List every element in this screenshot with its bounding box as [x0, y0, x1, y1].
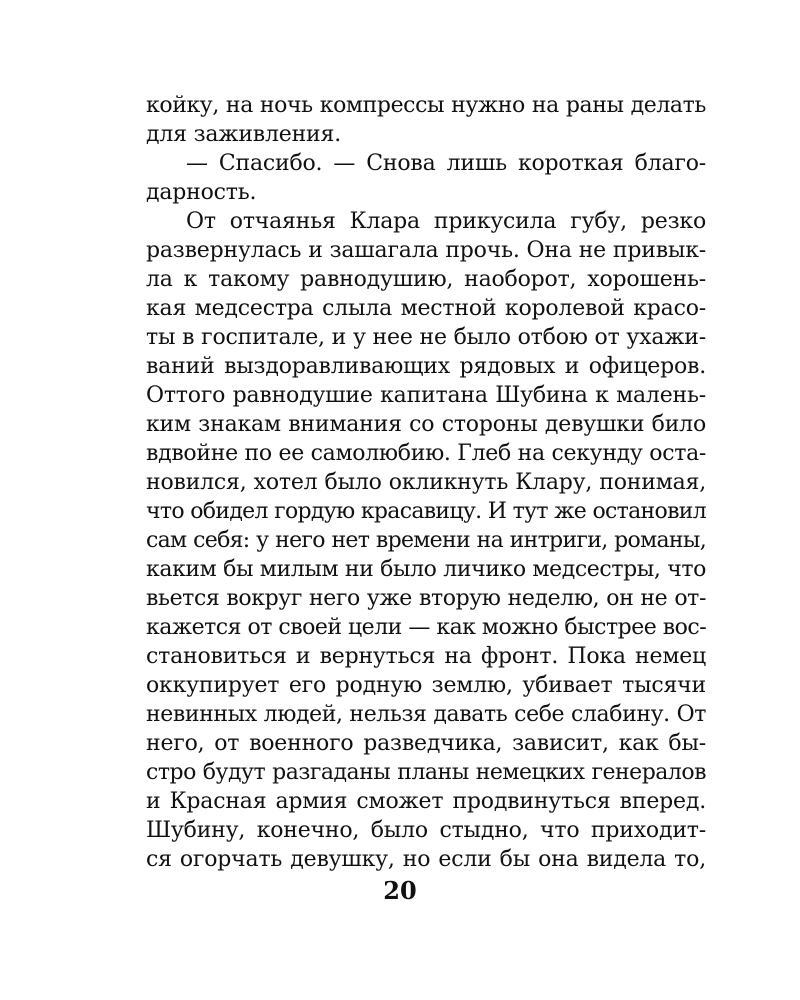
text-line: От отчаянья Клара прикусила губу, резко: [186, 209, 706, 234]
text-line: для заживления.: [146, 122, 341, 147]
text-line: койку, на ночь компрессы нужно на раны делать: [146, 93, 706, 118]
text-line: вьется вокруг него уже вторую неделю, он не от-: [146, 586, 706, 611]
text-line: каким бы милым ни было личико медсестры, что: [146, 557, 706, 582]
text-line: оккупирует его родную землю, убивает тысячи: [146, 673, 706, 698]
text-line: ся огорчать девушку, но если бы она видела то,: [146, 847, 706, 872]
text-line: ты в госпитале, и у нее не было отбою от ухажи-: [146, 325, 706, 350]
text-line: что обидел гордую красавицу. И тут же остановил: [146, 499, 706, 524]
text-line: дарность.: [146, 180, 257, 205]
text-line: ла к такому равнодушию, наоборот, хорошень-: [146, 267, 706, 292]
body-text: [146, 91, 706, 874]
text-line: — Спасибо. — Снова лишь короткая благо-: [186, 151, 706, 176]
page-number: 20: [383, 876, 417, 905]
text-line: невинных людей, нельзя давать себе слабину. От: [146, 702, 706, 727]
text-line: него, от военного разведчика, зависит, как бы-: [146, 731, 706, 756]
text-line: вдвойне по ее самолюбию. Глеб на секунду оста-: [146, 441, 707, 466]
text-line: развернулась и зашагала прочь. Она не привык-: [146, 238, 706, 263]
text-line: кая медсестра слыла местной королевой красо-: [146, 296, 706, 321]
text-line: сам себя: у него нет времени на интриги, романы,: [146, 528, 706, 553]
text-line: Шубину, конечно, было стыдно, что приходит-: [146, 818, 706, 843]
text-line: ким знакам внимания со стороны девушки било: [146, 412, 706, 437]
text-line: ваний выздоравливающих рядовых и офицеров.: [146, 354, 706, 379]
text-line: кажется от своей цели — как можно быстрее вос-: [146, 615, 707, 640]
text-line: становиться и вернуться на фронт. Пока немец: [146, 644, 706, 669]
text-line: новился, хотел было окликнуть Клару, понимая,: [146, 470, 706, 495]
text-line: и Красная армия сможет продвинуться вперед.: [146, 789, 706, 814]
text-line: Оттого равнодушие капитана Шубина к малень-: [146, 383, 706, 408]
text-line: стро будут разгаданы планы немецких генералов: [146, 760, 706, 785]
